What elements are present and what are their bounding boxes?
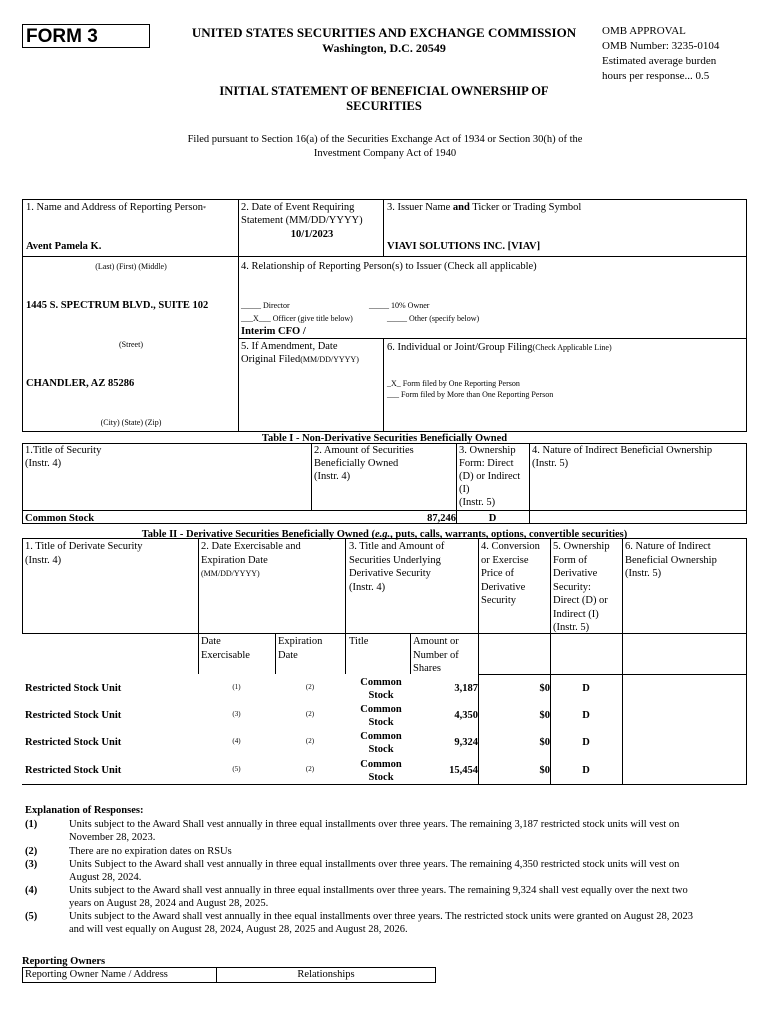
divider xyxy=(746,538,747,784)
filed-line2: Investment Company Act of 1940 xyxy=(313,148,457,159)
filed-line1: Filed pursuant to Section 16(a) of the Securities Exchange Act of 1934 or Section 30(h) of the xyxy=(187,134,583,145)
reporting-street: 1445 S. SPECTRUM BLVD., SUITE 102 xyxy=(26,300,209,311)
box3-label-pre: 3. Issuer Name xyxy=(387,202,453,213)
table2-row-security-line1: Common xyxy=(360,677,402,688)
table2-row-security-line2: Stock xyxy=(368,772,394,783)
explanation-line1: Units subject to the Award shall vest annually in three equal installments over three years. The remaining 9,324 shall vest equally over the next two xyxy=(69,885,688,896)
divider xyxy=(238,256,747,257)
officer-checkbox: ___X___ Officer (give title below) xyxy=(241,314,353,323)
box3-label xyxy=(387,201,581,214)
t1-col4-line2: (Instr. 5) xyxy=(532,458,569,469)
t2-c5-line6: Indirect (I) xyxy=(553,608,599,620)
divider xyxy=(383,199,384,256)
t2-c1-line2: (Instr. 4) xyxy=(25,554,62,566)
divider xyxy=(238,199,239,432)
table2-col2-header xyxy=(201,540,301,581)
agency-line1: UNITED STATES SECURITIES AND EXCHANGE COMMISSION xyxy=(191,25,577,40)
divider xyxy=(22,633,747,634)
divider xyxy=(22,784,747,785)
t1-col3-line5: (Instr. 5) xyxy=(459,497,496,508)
table2-col6-header xyxy=(625,540,717,581)
t2-sub-de-2: Exercisable xyxy=(201,649,250,661)
omb-burden-1: Estimated average burden xyxy=(602,55,717,67)
divider xyxy=(311,443,312,510)
divider xyxy=(198,538,199,674)
omb-approval: OMB APPROVAL xyxy=(602,25,686,37)
explanation-line2: and will vest equally on August 28, 2024, August 28, 2025 and August 28, 2026. xyxy=(69,924,408,935)
t2-c5-line1: 5. Ownership xyxy=(553,541,610,552)
other-checkbox: _____ Other (specify below) xyxy=(387,314,480,323)
omb-number: OMB Number: 3235-0104 xyxy=(602,40,720,52)
t2-c2-line3: (MM/DD/YYYY) xyxy=(201,569,260,578)
table2-row-date-exercisable: (1) xyxy=(232,683,241,691)
explanation-number: (4) xyxy=(25,885,38,896)
t2-c3-line2: Securities Underlying xyxy=(349,554,441,566)
explanation-text xyxy=(69,845,749,858)
event-date: 10/1/2023 xyxy=(290,229,334,240)
t2-c3-line4: (Instr. 4) xyxy=(349,581,386,593)
t2-sub-amt-1: Amount or xyxy=(413,636,459,647)
table2-row-price: $0 xyxy=(539,710,550,721)
table2-row-price: $0 xyxy=(539,737,550,748)
box3-label-post: Ticker or Trading Symbol xyxy=(469,202,582,213)
table2-col4-header xyxy=(481,540,540,608)
box2-label xyxy=(241,201,381,227)
t2-sub-amt-3: Shares xyxy=(413,663,441,674)
table2-row-title: Restricted Stock Unit xyxy=(25,765,122,776)
t2-c6-line1: 6. Nature of Indirect xyxy=(625,541,711,552)
divider xyxy=(410,633,411,674)
table2-row-amount: 15,454 xyxy=(449,765,478,776)
table1-col2-header xyxy=(314,444,414,483)
director-checkbox: _____ Director xyxy=(241,301,290,310)
t2-c4-line5: Security xyxy=(481,595,516,606)
divider xyxy=(383,338,384,432)
filed-pursuant xyxy=(140,133,630,161)
table1-col4-header xyxy=(532,444,712,470)
t1-col2-line3: (Instr. 4) xyxy=(314,471,351,482)
box5-label xyxy=(241,340,383,366)
reporting-city: CHANDLER, AZ 85286 xyxy=(26,378,135,389)
t2-c5-line4: Security: xyxy=(553,581,591,593)
table2-row-date-exercisable: (4) xyxy=(232,737,241,745)
t1-col3-line1: 3. Ownership xyxy=(459,445,516,456)
table2-title-eg: e.g. xyxy=(374,529,391,540)
table1-row-title: Common Stock xyxy=(25,513,95,524)
table2-title-post: , puts, calls, warrants, options, convertible securities) xyxy=(390,529,628,540)
street-sub-label: (Street) xyxy=(119,340,143,349)
table2-sub-date-exercisable xyxy=(201,635,250,662)
table2-col3-header xyxy=(349,540,444,594)
box2-label-1: 2. Date of Event Requiring xyxy=(241,202,355,213)
table2-row-date-exercisable: (3) xyxy=(232,710,241,718)
box6-label-small: (Check Applicable Line) xyxy=(532,343,612,352)
box5-label-2: Original Filed xyxy=(241,354,301,365)
city-sub-label: (City) (State) (Zip) xyxy=(100,418,162,427)
t2-c4-line4: Derivative xyxy=(481,581,526,593)
table2-sub-title: Title xyxy=(349,636,369,647)
box5-label-2-small: (MM/DD/YYYY) xyxy=(300,355,359,364)
explanation-heading: Explanation of Responses: xyxy=(25,805,144,816)
table2-sub-amount xyxy=(413,635,459,676)
table2-row-security-line1: Common xyxy=(360,704,402,715)
table2-row-amount: 3,187 xyxy=(454,683,478,694)
t2-c1-line1: 1. Title of Derivate Security xyxy=(25,541,143,552)
t1-col3-line3: (D) or Indirect xyxy=(459,471,521,482)
t2-sub-de-1: Date xyxy=(201,636,221,647)
page-title-line1: INITIAL STATEMENT OF BENEFICIAL OWNERSHIP OF xyxy=(219,84,549,98)
table2-row-expiration: (2) xyxy=(305,737,315,745)
box2-label-2: Statement (MM/DD/YYYY) xyxy=(241,215,363,226)
explanation-number: (1) xyxy=(25,819,38,830)
table2-row-amount: 4,350 xyxy=(454,710,478,721)
t1-col3-line4: (I) xyxy=(459,484,470,495)
table2-row-date-exercisable: (5) xyxy=(232,765,241,773)
table2-row-amount: 9,324 xyxy=(454,737,478,748)
table1-row-form: D xyxy=(488,513,497,524)
owners-col1-header: Reporting Owner Name / Address xyxy=(25,969,168,980)
t2-c3-line1: 3. Title and Amount of xyxy=(349,541,445,552)
page-title xyxy=(170,84,598,114)
explanation-line2: November 28, 2023. xyxy=(69,832,156,843)
t2-sub-ed-2: Date xyxy=(278,649,298,661)
t2-c4-line1: 4. Conversion xyxy=(481,541,540,552)
table2-row-security-line2: Stock xyxy=(368,717,394,728)
reporting-person-name: Avent Pamela K. xyxy=(26,241,102,252)
t1-col3-line2: Form: Direct xyxy=(459,458,514,469)
divider xyxy=(22,538,747,539)
divider xyxy=(622,538,623,784)
explanation-text xyxy=(69,884,749,910)
omb-box xyxy=(602,24,762,84)
page-title-line2: SECURITIES xyxy=(346,99,422,113)
t2-c2-line2: Expiration Date xyxy=(201,554,268,566)
table1-title: Table I - Non-Derivative Securities Beneficially Owned xyxy=(261,433,508,444)
t2-c5-line7: (Instr. 5) xyxy=(553,622,590,633)
t2-c3-line3: Derivative Security xyxy=(349,568,431,579)
divider xyxy=(22,510,747,511)
table2-row-form: D xyxy=(582,710,590,721)
table2-row-security-line1: Common xyxy=(360,759,402,770)
explanation-text xyxy=(69,818,749,844)
divider xyxy=(238,338,747,339)
t1-col4-line1: 4. Nature of Indirect Beneficial Ownership xyxy=(532,445,713,456)
table2-row-security-line2: Stock xyxy=(368,744,394,755)
explanation-line1: Units subject to the Award Shall vest annually in three equal installments over three years. The remaining 3,187 restricted stock units will vest on xyxy=(69,819,680,830)
t2-c6-line3: (Instr. 5) xyxy=(625,568,662,579)
divider xyxy=(345,538,346,674)
owners-col2-header: Relationships xyxy=(297,969,355,980)
box1-label-text: 1. Name and Address of Reporting Person xyxy=(26,202,204,213)
t2-sub-amt-2: Number of xyxy=(413,649,459,661)
t1-col1-line1: 1.Title of Security xyxy=(25,445,102,456)
reporting-person-section xyxy=(22,199,747,432)
table2-row-price: $0 xyxy=(539,765,550,776)
t2-c6-line2: Beneficial Ownership xyxy=(625,554,717,566)
name-sub-label: (Last) (First) (Middle) xyxy=(95,262,167,271)
table2-row-expiration: (2) xyxy=(305,683,315,691)
reporting-owners-heading: Reporting Owners xyxy=(22,956,106,967)
t2-c5-line2: Form of xyxy=(553,554,588,566)
explanation-line2: August 28, 2024. xyxy=(69,872,142,883)
explanation-text xyxy=(69,910,749,936)
t2-c5-line5: Direct (D) or xyxy=(553,595,608,606)
explanation-text xyxy=(69,858,749,884)
explanation-number: (5) xyxy=(25,911,38,922)
t2-c4-line2: or Exercise xyxy=(481,554,529,566)
table2-row-title: Restricted Stock Unit xyxy=(25,710,122,721)
divider xyxy=(275,633,276,674)
explanation-line1: Units Subject to the Award shall vest annually in three equal installments over three years. The remaining 4,350 restricted stock units will vest on xyxy=(69,859,680,870)
table2-title-pre: Table II - Derivative Securities Beneficially Owned ( xyxy=(141,529,375,540)
more-person-checkbox: ___ Form filed by More than One Reporting Person xyxy=(387,390,554,399)
table2-row-form: D xyxy=(582,737,590,748)
table2-col5-header xyxy=(553,540,610,635)
form-label-box xyxy=(22,24,150,48)
box5-label-1: 5. If Amendment, Date xyxy=(241,341,338,352)
t2-c2-line1: 2. Date Exercisable and xyxy=(201,541,301,552)
explanation-number: (2) xyxy=(25,846,38,857)
divider xyxy=(478,674,746,675)
officer-title: Interim CFO / xyxy=(241,326,306,337)
table2-col1-header xyxy=(25,540,143,567)
form-label: FORM 3 xyxy=(26,26,98,47)
table2-row-expiration: (2) xyxy=(305,710,315,718)
explanation-line2: years on August 28, 2024 and August 28, 2025. xyxy=(69,898,269,909)
issuer-name: VIAVI SOLUTIONS INC. [VIAV] xyxy=(387,241,541,252)
table2-row-title: Restricted Stock Unit xyxy=(25,737,122,748)
t1-col1-line2: (Instr. 4) xyxy=(25,458,62,469)
table2-sub-expiration xyxy=(278,635,322,662)
box6-label xyxy=(387,341,612,354)
box1-marker: * xyxy=(203,206,207,212)
divider xyxy=(22,256,238,257)
t2-sub-ed-1: Expiration xyxy=(278,636,323,647)
explanation-line1: There are no expiration dates on RSUs xyxy=(69,846,232,857)
ten-pct-owner-checkbox: _____ 10% Owner xyxy=(369,301,430,310)
box3-label-and: and xyxy=(452,202,470,213)
table2-row-security-line2: Stock xyxy=(368,690,394,701)
table1-col1-header xyxy=(25,444,101,470)
t1-col2-line2: Beneficially Owned xyxy=(314,458,399,469)
explanation-line1: Units subject to the Award shall vest annually in thee equal installments over three years. The restricted stock units were granted on August 28, 2023 xyxy=(69,911,694,922)
t2-c4-line3: Price of xyxy=(481,568,514,579)
box4-label: 4. Relationship of Reporting Person(s) to Issuer (Check all applicable) xyxy=(241,261,537,272)
explanation-number: (3) xyxy=(25,859,38,870)
table2-row-expiration: (2) xyxy=(305,765,315,773)
box1-label xyxy=(26,201,206,214)
table2-row-title: Restricted Stock Unit xyxy=(25,683,122,694)
divider xyxy=(22,538,23,633)
table2-row-security-line1: Common xyxy=(360,731,402,742)
one-person-checkbox: _X_ Form filed by One Reporting Person xyxy=(387,379,520,388)
agency-line2: Washington, D.C. 20549 xyxy=(322,41,446,55)
table2-row-form: D xyxy=(582,683,590,694)
divider xyxy=(529,443,530,524)
table1-col3-header xyxy=(459,444,520,509)
omb-burden-2: hours per response... 0.5 xyxy=(602,70,710,82)
t1-col2-line1: 2. Amount of Securities xyxy=(314,445,414,456)
box6-label-text: 6. Individual or Joint/Group Filing xyxy=(387,342,533,353)
table2-row-form: D xyxy=(582,765,590,776)
t2-c5-line3: Derivative xyxy=(553,568,598,579)
table2-row-price: $0 xyxy=(539,683,550,694)
table1-row-amount: 87,246 xyxy=(427,513,456,524)
